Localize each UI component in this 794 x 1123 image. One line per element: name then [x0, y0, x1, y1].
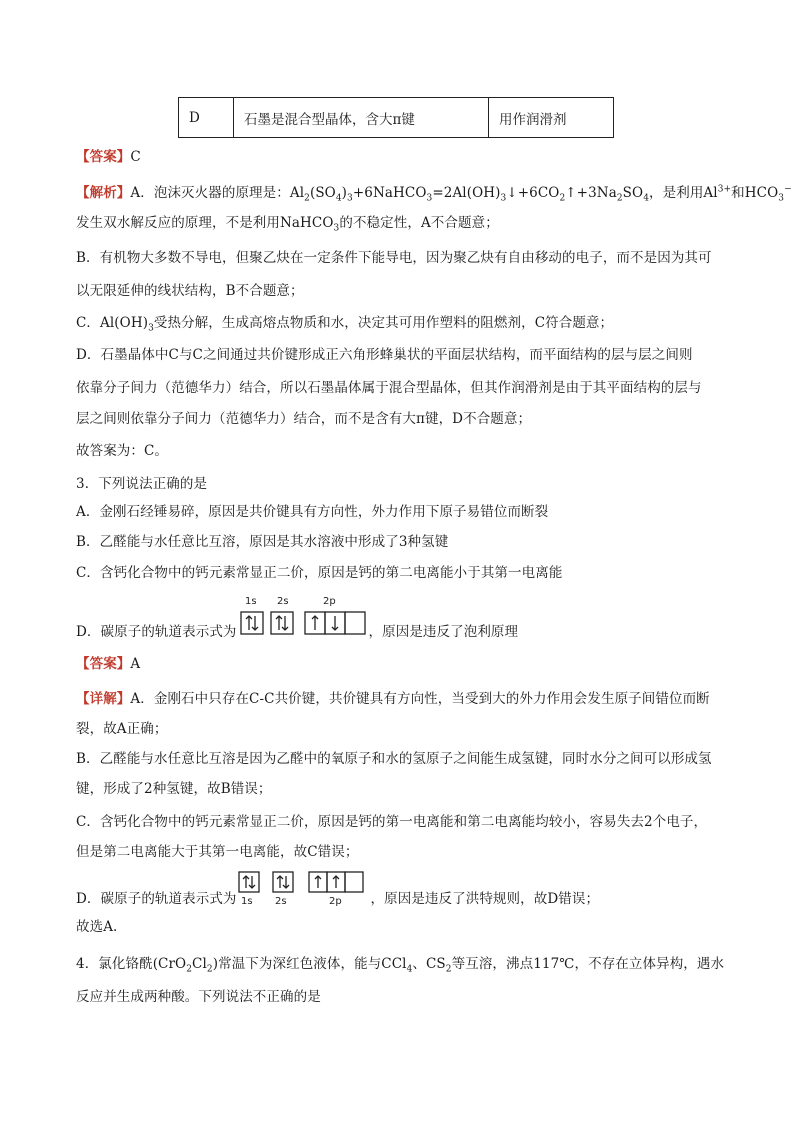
- question-4-stem-1: [76, 954, 724, 974]
- option-table: [178, 97, 614, 138]
- sub: 3: [426, 193, 433, 204]
- question-4-stem-2: 反应并生成两种酸。下列说法不正确的是: [76, 989, 321, 1005]
- text: ，原因是违反了泡利原理: [368, 624, 519, 640]
- table-cell-content: 石墨是混合型晶体，含大π键: [234, 98, 489, 138]
- text: ↓+6CO: [506, 185, 560, 201]
- sub: 2: [559, 193, 566, 204]
- text: D．碳原子的轨道表示式为: [76, 624, 237, 640]
- text: ): [341, 185, 348, 201]
- orbital-diagram-pauli: [239, 594, 367, 642]
- text: 受热分解，生成高熔点物质和水，决定其可用作塑料的阻燃剂，C符合题意；: [153, 315, 614, 331]
- sub: 2: [445, 964, 452, 975]
- answer-line: [76, 147, 141, 167]
- text: 4．氯化铬酰(CrO: [76, 956, 187, 972]
- sub: 2: [206, 964, 213, 975]
- text: A．金刚石中只存在C-C共价键，共价键具有方向性，当受到大的外力作用会发生原子间错位而断: [130, 691, 710, 707]
- detail-line-8: 故选A.: [76, 919, 118, 935]
- analysis-line-9: 故答案为：C。: [76, 443, 169, 459]
- detail-line-1: [76, 689, 710, 709]
- sub: 3: [347, 193, 353, 204]
- analysis-tag: 【解析】: [76, 185, 131, 201]
- text: SO: [622, 185, 644, 201]
- question-3-option-c: C．含钙化合物中的钙元素常显正二价，原因是钙的第二电离能小于其第一电离能: [76, 565, 563, 581]
- sub: 3: [148, 323, 154, 334]
- text: 、CS: [412, 956, 446, 972]
- sub: 3: [500, 193, 507, 204]
- sup: 3+: [717, 184, 732, 195]
- text: 等互溶，沸点117℃，不存在立体异构，遇水: [451, 956, 725, 972]
- text: 的不稳定性，A不合题意；: [339, 215, 499, 231]
- text: D．碳原子的轨道表示式为: [76, 891, 237, 907]
- table-row: [179, 98, 614, 138]
- text: 发生双水解反应的原理，不是利用NaHCO: [76, 215, 334, 231]
- sub: 4: [406, 964, 413, 975]
- answer-line-3: [76, 654, 140, 674]
- question-3-stem: 3．下列说法正确的是: [76, 476, 208, 492]
- analysis-line-5: [76, 313, 613, 333]
- text: ，原因是违反了洪特规则，故D错误；: [370, 891, 600, 907]
- sup: −: [784, 184, 792, 195]
- detail-line-5: C．含钙化合物中的钙元素常显正二价，原因是钙的第一电离能和第二电离能均较小，容易失去2个电子，: [76, 814, 708, 830]
- text: A．泡沫灭火器的原理是：Al: [130, 185, 305, 201]
- text: (SO: [309, 185, 336, 201]
- text: ↑+3Na: [565, 185, 617, 201]
- answer-value: A: [130, 656, 141, 672]
- analysis-line-1: [76, 183, 792, 203]
- orbital-label-2s: 2s: [277, 596, 289, 607]
- text: Cl: [192, 956, 207, 972]
- orbital-label-1s: 1s: [245, 596, 257, 607]
- orbital-label-2p: 2p: [329, 896, 342, 907]
- detail-line-6: 但是第二电离能大于其第一电离能，故C错误；: [76, 844, 359, 860]
- answer-value: C: [130, 149, 141, 165]
- detail-line-4: 键，形成了2种氢键，故B错误；: [76, 781, 272, 797]
- sub: 4: [643, 193, 650, 204]
- analysis-line-7: 依靠分子间力（范德华力）结合，所以石墨晶体属于混合型晶体，但其作润滑剂是由于其平面结构的层与: [76, 380, 702, 396]
- question-3-option-a: A．金刚石经锤易碎，原因是共价键具有方向性，外力作用下原子易错位而断裂: [76, 504, 549, 520]
- analysis-line-8: 层之间则依靠分子间力（范德华力）结合，而不是含有大π键，D不合题意；: [76, 411, 532, 427]
- analysis-line-4: 以无限延伸的线状结构，B不合题意；: [76, 283, 304, 299]
- question-3-option-b: B．乙醛能与水任意比互溶，原因是其水溶液中形成了3种氢键: [76, 534, 449, 550]
- text: C．Al(OH): [76, 315, 149, 331]
- sub: 2: [186, 964, 193, 975]
- text: )常温下为深红色液体，能与CCl: [212, 956, 407, 972]
- sub: 4: [335, 193, 342, 204]
- orbital-label-1s: 1s: [241, 896, 253, 907]
- answer-tag: 【答案】: [76, 656, 131, 672]
- table-cell-use: 用作润滑剂: [489, 98, 614, 138]
- analysis-line-6: D．石墨晶体中C与C之间通过共价键形成正六角形蜂巢状的平面层状结构，而平面结构的层与层之间则: [76, 347, 693, 363]
- orbital-label-2p: 2p: [323, 596, 336, 607]
- orbital-diagram-hund: [237, 870, 367, 910]
- sub: 2: [616, 193, 623, 204]
- text: +6NaHCO: [352, 185, 427, 201]
- detail-line-2: 裂，故A正确；: [76, 721, 168, 737]
- table-cell-label: D: [179, 98, 234, 138]
- sub: 3: [333, 223, 340, 234]
- analysis-line-2: [76, 213, 499, 233]
- orbital-label-2s: 2s: [275, 896, 287, 907]
- text: =2Al(OH): [432, 185, 501, 201]
- text: 和HCO: [731, 185, 779, 201]
- analysis-line-3: B．有机物大多数不导电，但聚乙炔在一定条件下能导电，因为聚乙炔有自由移动的电子，而不是因为其可: [76, 250, 712, 266]
- detail-tag: 【详解】: [76, 691, 131, 707]
- sub: 3: [778, 193, 785, 204]
- answer-tag: 【答案】: [76, 149, 131, 165]
- text: ，是利用Al: [649, 185, 718, 201]
- sub: 2: [304, 193, 310, 204]
- detail-line-3: B．乙醛能与水任意比互溶是因为乙醛中的氧原子和水的氢原子之间能生成氢键，同时水分之间可以形成氢: [76, 751, 712, 767]
